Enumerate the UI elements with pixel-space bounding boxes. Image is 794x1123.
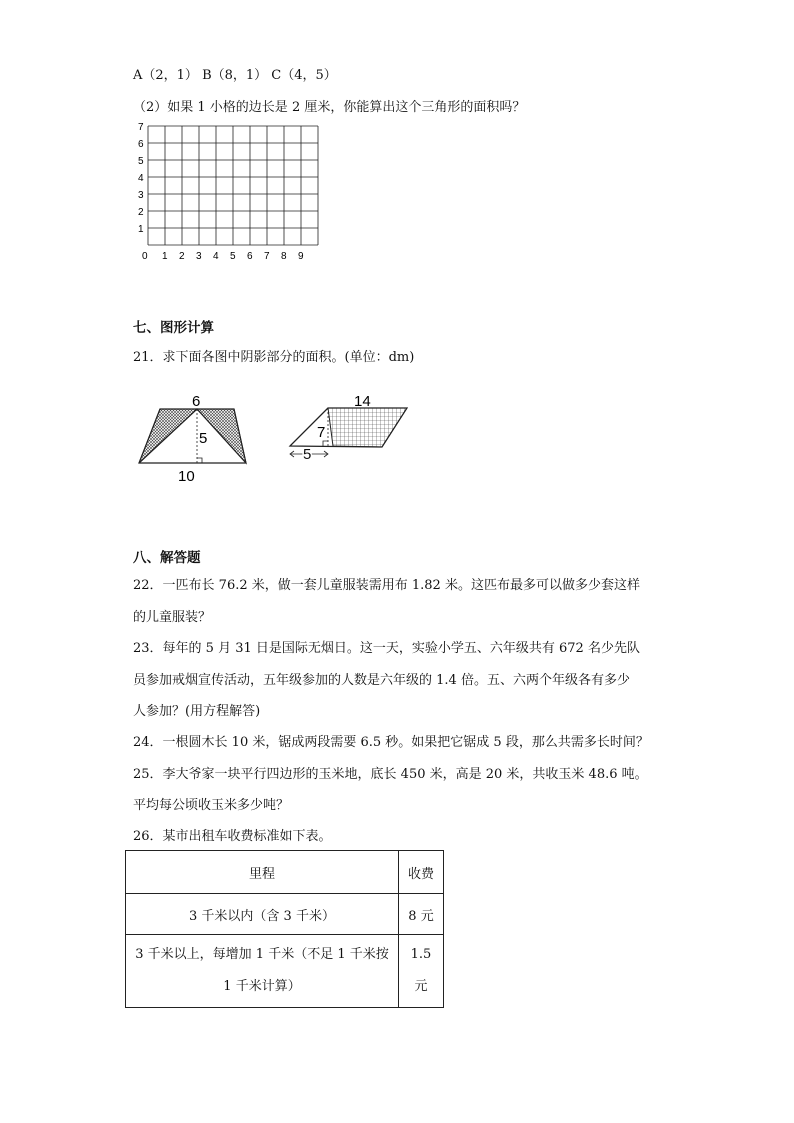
row2-fee-line2: 元 <box>414 979 428 994</box>
y-tick-label: 3 <box>138 190 144 201</box>
y-tick-label: 5 <box>138 156 144 167</box>
grid-y-axis-labels <box>138 122 144 235</box>
x-tick-label: 0 <box>142 251 148 262</box>
x-tick-label: 5 <box>230 251 236 262</box>
x-tick-label: 6 <box>247 251 253 262</box>
y-tick-label: 4 <box>138 173 144 184</box>
y-tick-label: 7 <box>138 122 144 133</box>
q24-line: 24．一根圆木长 10 米，锯成两段需要 6.5 秒。如果把它锯成 5 段，那么共需多长时间？ <box>133 735 649 750</box>
right-angle-mark <box>323 441 328 446</box>
header-fee: 收费 <box>399 851 444 894</box>
fig2-height-label: 7 <box>317 424 326 441</box>
q21-question: 21．求下面各图中阴影部分的面积。(单位：dm) <box>133 350 415 365</box>
row2-range-line2: 1 千米计算） <box>223 979 301 994</box>
q22-line-1: 22．一匹布长 76.2 米，做一套儿童服装需用布 1.82 米。这匹布最多可以做多少套这样 <box>133 578 640 593</box>
grid-lines <box>148 126 318 245</box>
x-tick-label: 7 <box>264 251 270 262</box>
table-row <box>126 935 444 1008</box>
row2-range <box>126 935 399 1008</box>
q23-line-3: 人参加？(用方程解答) <box>133 704 261 719</box>
right-angle-mark <box>197 458 202 463</box>
y-tick-label: 2 <box>138 207 144 218</box>
x-tick-label: 4 <box>213 251 219 262</box>
fig1-height-label: 5 <box>199 430 208 447</box>
fig2-offset-label: 5 <box>303 446 312 463</box>
x-tick-label: 3 <box>196 251 202 262</box>
coordinate-grid <box>128 120 328 265</box>
x-tick-label: 1 <box>162 251 168 262</box>
fig1-bottom-label: 10 <box>178 468 195 485</box>
figure-parallelogram <box>280 388 420 468</box>
row1-range: 3 千米以内（含 3 千米） <box>126 894 399 935</box>
q23-line-1: 23．每年的 5 月 31 日是国际无烟日。这一天，实验小学五、六年级共有 672 名少先队 <box>133 641 640 656</box>
header-mileage: 里程 <box>126 851 399 894</box>
q26-line: 26．某市出租车收费标准如下表。 <box>133 829 332 844</box>
row1-fee: 8 元 <box>399 894 444 935</box>
y-tick-label: 1 <box>138 224 144 235</box>
row2-fee <box>399 935 444 1008</box>
table-row <box>126 894 444 935</box>
q25-line-1: 25．李大爷家一块平行四边形的玉米地，底长 450 米，高是 20 米，共收玉米 48.6 吨。 <box>133 767 648 782</box>
figure-trapezoid <box>130 388 255 488</box>
x-tick-label: 9 <box>298 251 304 262</box>
q20-part2-question: （2）如果 1 小格的边长是 2 厘米，你能算出这个三角形的面积吗？ <box>133 100 526 115</box>
fare-table <box>125 850 444 1008</box>
q22-line-2: 的儿童服装？ <box>133 610 212 625</box>
fig2-top-label: 14 <box>354 393 371 410</box>
row2-range-line1: 3 千米以上，每增加 1 千米（不足 1 千米按 <box>135 947 389 962</box>
row2-fee-line1: 1.5 <box>410 947 432 962</box>
fig1-top-label: 6 <box>192 393 201 410</box>
q23-line-2: 员参加戒烟宣传活动，五年级参加的人数是六年级的 1.4 倍。五、六两个年级各有多少 <box>133 673 630 688</box>
q25-line-2: 平均每公顷收玉米多少吨？ <box>133 798 290 813</box>
section-7-title: 七、图形计算 <box>133 320 214 336</box>
x-tick-label: 8 <box>281 251 287 262</box>
section-8-title: 八、解答题 <box>133 550 201 566</box>
table-header-row <box>126 851 444 894</box>
x-tick-label: 2 <box>179 251 185 262</box>
q20-coordinates: A（2，1） B（8，1） C（4，5） <box>133 68 337 83</box>
grid-x-axis-labels <box>142 251 304 262</box>
y-tick-label: 6 <box>138 139 144 150</box>
